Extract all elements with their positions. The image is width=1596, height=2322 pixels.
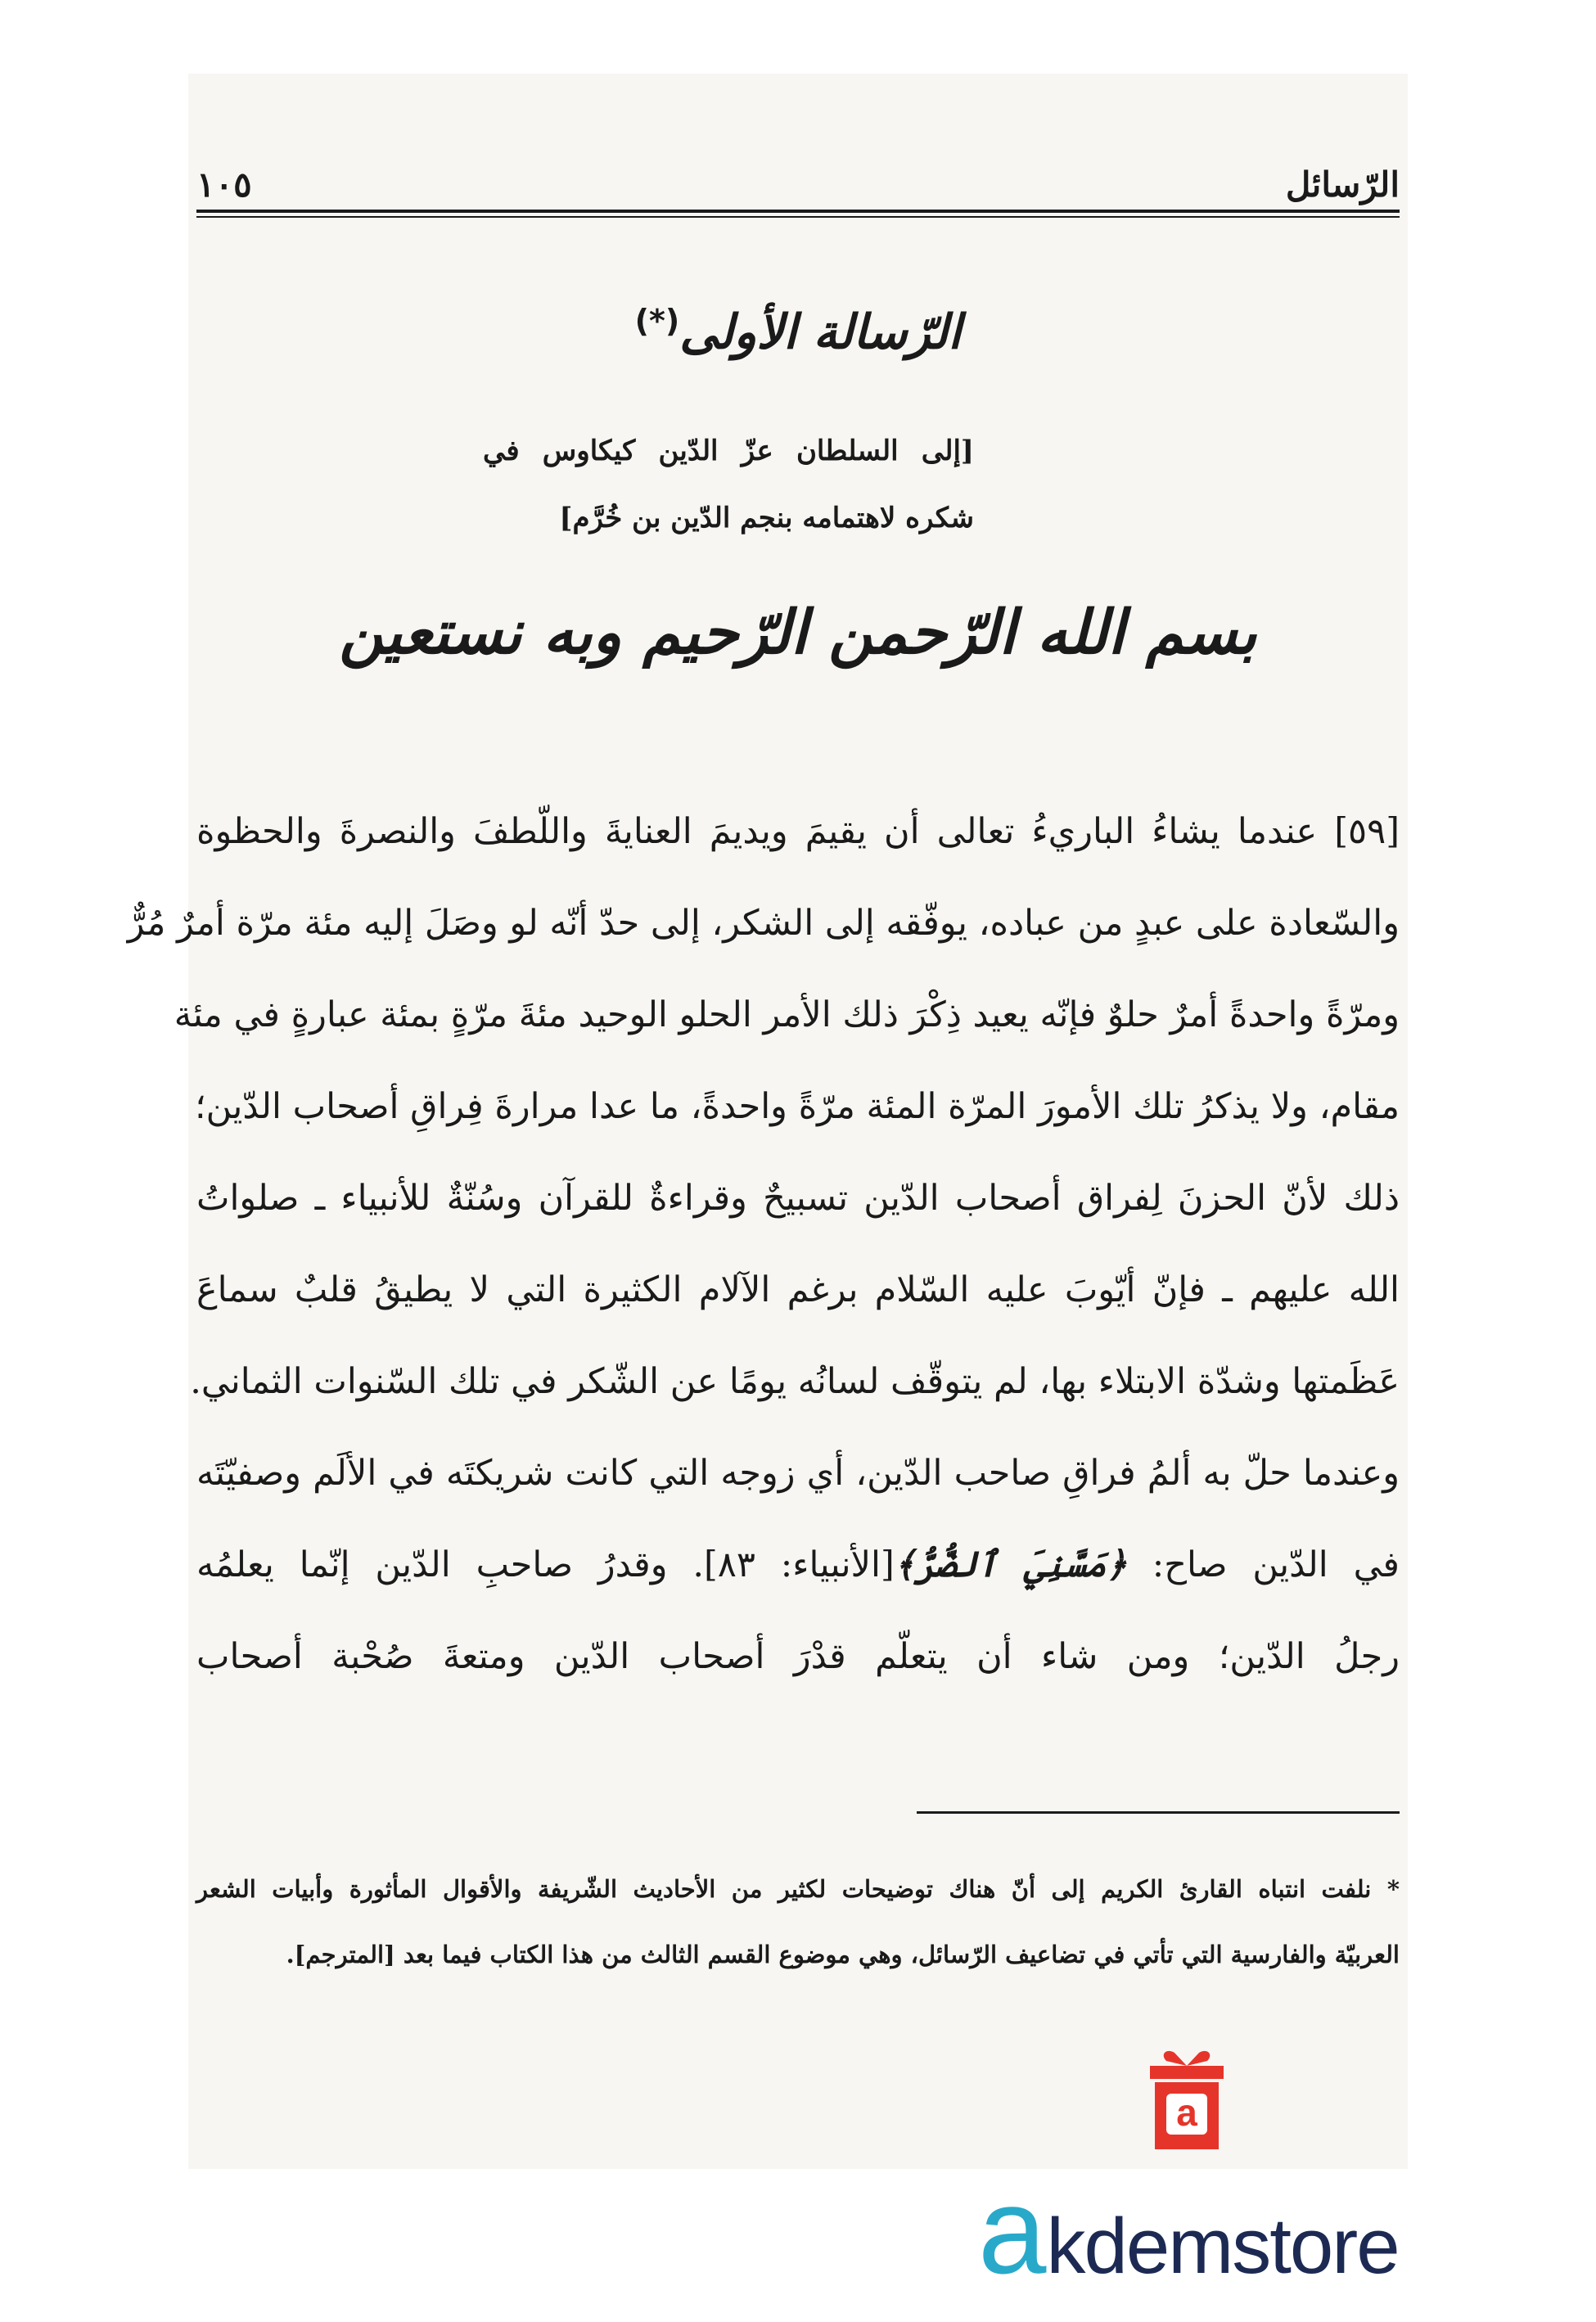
book-gift-icon	[1142, 2046, 1232, 2153]
quran-quote: ﴿مَسَّنِيَ ٱلضُّرُّ﴾	[894, 1544, 1127, 1585]
body-text-segment: [الأنبياء: ٨٣]. وقدرُ صاحبِ الدّين إنّما يعلمُه	[196, 1544, 895, 1585]
body-line-with-quote	[196, 1519, 1400, 1611]
body-line: الله عليهم ـ فإنّ أيّوبَ عليه السّلام برغم الآلام الكثيرة التي لا يطيقُ قلبٌ سماعَ	[196, 1269, 1400, 1310]
basmala: بسم الله الرّحمن الرّحيم وبه نستعين	[339, 597, 1257, 668]
body-line: عَظَمتها وشدّة الابتلاء بها، لم يتوقّف لسانُه يومًا عن الشّكر في تلك السّنوات الثماني.	[190, 1361, 1400, 1402]
body-text	[127, 786, 1400, 1702]
footnote-line: العربيّة والفارسية التي تأتي في تضاعيف الرّسائل، وهي موضوع القسم الثالث من هذا الكتاب فيما بعد [المترجم].	[286, 1941, 1400, 1968]
body-line: رجلُ الدّين؛ ومن شاء أن يتعلّم قدْرَ أصحاب الدّين ومتعةَ صُحْبة أصحاب	[196, 1636, 1400, 1677]
letter-title-text: الرّسالة الأولى	[679, 304, 962, 360]
store-logo-text	[978, 2162, 1404, 2299]
footnote-line: * نلفت انتباه القارئ الكريم إلى أنّ هناك توضيحات لكثير من الأحاديث الشّريفة والأقوال المأثورة وأبيات الشعر	[196, 1875, 1400, 1903]
footnote-mark: (*)	[634, 303, 680, 339]
letter-title	[196, 303, 1400, 359]
dedication-line: [إلى السلطان عزّ الدّين كيكاوس في	[483, 435, 974, 467]
body-line: والسّعادة على عبدٍ من عباده، يوفّقه إلى الشكر، إلى حدّ أنّه لو وصَلَ إليه مئة مرّة أمرٌ مُرٌّ	[127, 903, 1400, 944]
page-number: ١٠٥	[196, 165, 252, 205]
body-text-segment: في الدّين صاح:	[1126, 1544, 1400, 1585]
body-line: ومرّةً واحدةً أمرٌ حلوٌ فإنّه يعيد ذِكْرَ ذلك الأمر الحلو الوحيد مئةَ مرّةٍ بمئة عبارةٍ في مئة	[174, 994, 1400, 1035]
dedication	[483, 417, 974, 552]
footnote	[196, 1856, 1400, 1987]
body-line: مقام، ولا يذكرُ تلك الأمورَ المرّة المئة مرّةً واحدةً، ما عدا مرارةَ فِراقِ أصحاب الدّين؛	[194, 1086, 1400, 1127]
logo-rest: kdemstore	[1046, 2203, 1399, 2290]
dedication-line: شكره لاهتمامه بنجم الدّين بن خُرَّم]	[559, 502, 974, 534]
icon-letter: a	[1176, 2091, 1197, 2134]
body-line: وعندما حلّ به ألمُ فراقِ صاحب الدّين، أي زوجه التي كانت شريكتَه في الألَم وصفيّتَه	[196, 1453, 1400, 1494]
footnote-rule	[917, 1811, 1400, 1814]
running-header	[196, 147, 1400, 205]
body-line: ذلك لأنّ الحزنَ لِفراق أصحاب الدّين تسبيحٌ وقراءةٌ للقرآن وسُنّةٌ للأنبياء ـ صلواتُ	[196, 1178, 1400, 1219]
header-rule-thin	[196, 216, 1400, 218]
running-title: الرّسائل	[1285, 165, 1400, 205]
logo-a: a	[978, 2162, 1047, 2299]
store-watermark	[978, 2046, 1404, 2299]
header-rule	[196, 210, 1400, 213]
body-line: [٥٩] عندما يشاءُ الباريءُ تعالى أن يقيمَ ويديمَ العنايةَ واللّطفَ والنصرةَ والحظوة	[196, 811, 1400, 852]
